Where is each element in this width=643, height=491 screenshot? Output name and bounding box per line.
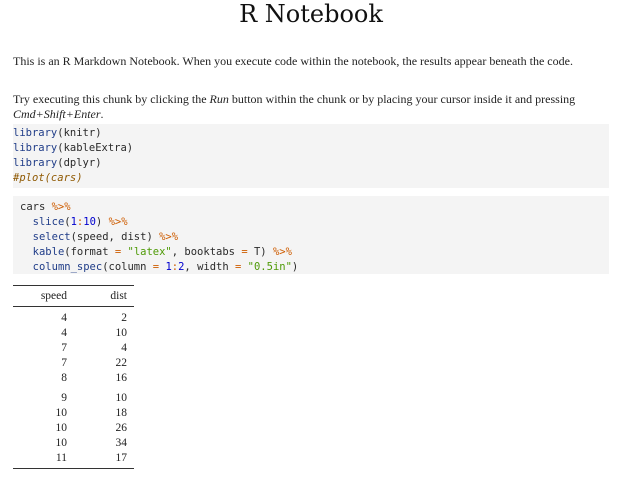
pipe-operator: %>% (272, 246, 292, 258)
table-row (13, 406, 134, 421)
cell-speed: 7 (61, 357, 67, 369)
code-operator: = (152, 261, 160, 273)
cell-dist: 2 (121, 312, 127, 324)
code-function: slice (32, 216, 65, 228)
table-bottom-rule (13, 468, 134, 469)
code-function: column_spec (32, 261, 103, 273)
code-string: "latex" (127, 246, 172, 258)
table-row (13, 391, 134, 406)
pipe-operator: %>% (159, 231, 179, 243)
code-operator: = (235, 261, 242, 273)
code-chunk-1[interactable] (13, 124, 609, 188)
code-comment: #plot(cars) (13, 172, 83, 184)
intro-paragraph-1: This is an R Markdown Notebook. When you execute code within the notebook, the results appear beneath the code. (13, 54, 573, 68)
code-line-kable (20, 245, 609, 260)
code-text: ) (291, 261, 299, 273)
code-line-slice (20, 215, 609, 230)
table-row (13, 371, 134, 386)
code-number: 1 (165, 261, 172, 273)
table-row (13, 436, 134, 451)
table-row (13, 421, 134, 436)
code-line-library-knitr (13, 126, 609, 141)
code-text: (speed, dist) (70, 231, 160, 243)
cell-dist: 34 (115, 437, 127, 449)
intro-paragraph-2 (13, 92, 609, 122)
code-string: "0.5in" (247, 261, 292, 273)
cell-speed: 9 (61, 392, 67, 404)
code-chunk-2[interactable] (13, 196, 609, 274)
code-text: T) (247, 246, 273, 258)
code-function: library (13, 142, 58, 154)
cell-dist: 16 (115, 372, 127, 384)
table-row (13, 356, 134, 371)
column-header-speed: speed (40, 290, 67, 302)
code-function: library (13, 127, 58, 139)
cell-dist: 17 (115, 452, 127, 464)
code-args: (knitr) (57, 127, 102, 139)
code-line-column-spec (20, 260, 609, 275)
code-line-cars (20, 200, 609, 215)
code-text: ) (95, 216, 109, 228)
pipe-operator: %>% (51, 201, 71, 213)
code-text: ( (64, 216, 71, 228)
cell-dist: 26 (115, 422, 127, 434)
code-operator: = (114, 246, 122, 258)
code-indent (20, 231, 33, 243)
code-function: select (32, 231, 71, 243)
code-operator: : (171, 261, 179, 273)
code-indent (20, 216, 33, 228)
cell-speed: 7 (61, 342, 67, 354)
code-line-comment (13, 171, 609, 186)
shortcut-emphasis: Cmd+Shift+Enter (13, 107, 101, 121)
table-mid-rule (13, 306, 134, 307)
code-indent (20, 246, 33, 258)
cell-speed: 8 (61, 372, 67, 384)
code-function: library (13, 157, 58, 169)
code-text: (format (64, 246, 115, 258)
intro-p2-text-c: . (100, 107, 104, 121)
code-args: (kableExtra) (57, 142, 134, 154)
run-emphasis: Run (209, 92, 229, 106)
table-top-rule (13, 285, 134, 286)
cell-speed: 4 (61, 312, 67, 324)
cell-dist: 10 (115, 327, 127, 339)
cell-dist: 10 (115, 392, 127, 404)
code-text: cars (20, 201, 52, 213)
code-line-select (20, 230, 609, 245)
code-text: , booktabs (171, 246, 242, 258)
table-row (13, 341, 134, 356)
cell-speed: 10 (55, 407, 67, 419)
intro-p2-text-a: Try executing this chunk by clicking the (13, 92, 210, 106)
code-line-library-kableextra (13, 141, 609, 156)
column-header-dist: dist (110, 290, 127, 302)
cell-dist: 22 (115, 357, 127, 369)
cell-speed: 11 (55, 452, 67, 464)
pipe-operator: %>% (108, 216, 128, 228)
code-number: 1 (70, 216, 77, 228)
code-indent (20, 261, 33, 273)
code-number: 10 (83, 216, 96, 228)
page-title: R Notebook (239, 0, 383, 28)
code-args: (dplyr) (57, 157, 102, 169)
code-operator: = (241, 246, 248, 258)
table-row (13, 311, 134, 326)
intro-p2-text-b: button within the chunk or by placing your cursor inside it and pressing (228, 92, 576, 106)
code-text: (column (102, 261, 153, 273)
cell-speed: 10 (55, 437, 67, 449)
cell-speed: 10 (55, 422, 67, 434)
code-number: 2 (178, 261, 185, 273)
table-row (13, 451, 134, 466)
cell-dist: 4 (121, 342, 127, 354)
code-function: kable (32, 246, 65, 258)
cell-dist: 18 (115, 407, 127, 419)
code-operator: : (76, 216, 84, 228)
cell-speed: 4 (61, 327, 67, 339)
code-text: , width (184, 261, 235, 273)
table-row (13, 326, 134, 341)
code-line-library-dplyr (13, 156, 609, 171)
